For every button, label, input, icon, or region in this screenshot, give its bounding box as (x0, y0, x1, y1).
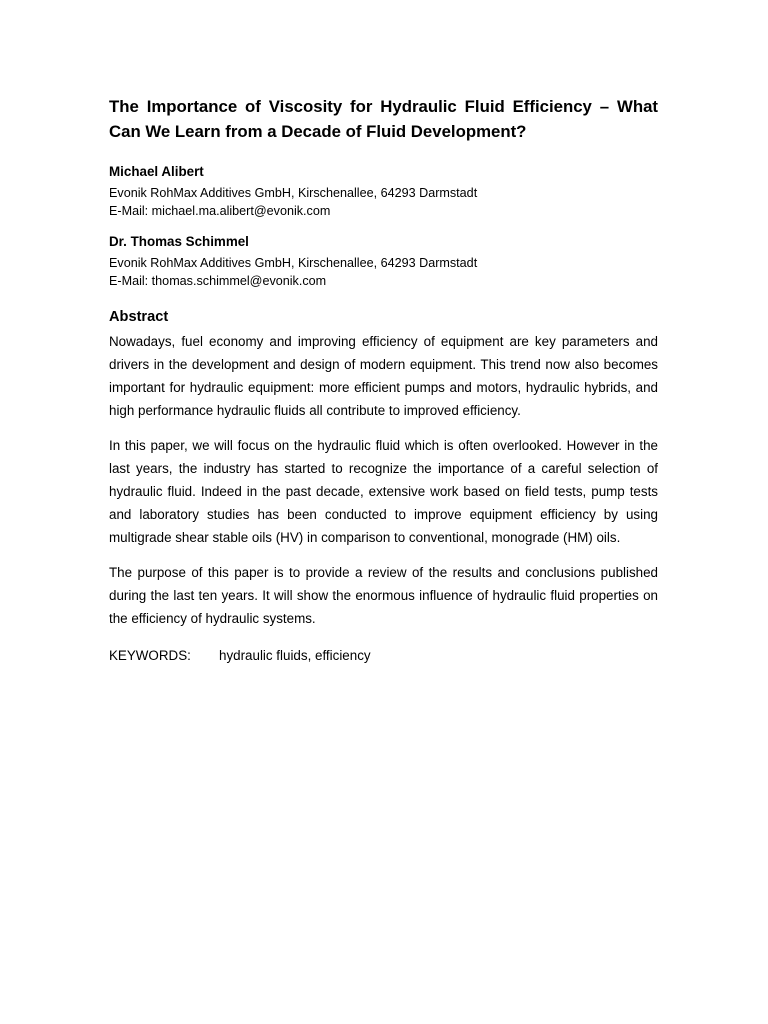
abstract-paragraph: Nowadays, fuel economy and improving efficiency of equipment are key parameters and drivers in the development and design of modern equipment. This trend now also becomes important for hydraulic equipment: more efficient pumps and motors, hydraulic hybrids, and high performance hydraulic fluids all contribute to improved efficiency. (109, 334, 658, 418)
author-name: Michael Alibert (109, 164, 204, 179)
paper-title: The Importance of Viscosity for Hydraulic Fluid Efficiency – What Can We Learn from a Decade of Fluid Development? (109, 97, 658, 141)
author-block (109, 163, 658, 220)
author-email: E-Mail: thomas.schimmel@evonik.com (109, 273, 327, 288)
author-email: E-Mail: michael.ma.alibert@evonik.com (109, 203, 331, 218)
keywords-line (109, 644, 658, 667)
affiliation-text: Evonik RohMax Additives GmbH, Kirschenallee, 64293 Darmstadt (109, 256, 478, 270)
author-block (109, 233, 658, 290)
author-affiliation (109, 255, 658, 290)
abstract-paragraph: The purpose of this paper is to provide a review of the results and conclusions published during the last ten years. It will show the enormous influence of hydraulic fluid properties on the efficiency of hydraulic systems. (109, 565, 658, 626)
keywords-label: KEYWORDS: (109, 648, 191, 663)
author-name: Dr. Thomas Schimmel (109, 234, 249, 249)
keywords-value: hydraulic fluids, efficiency (219, 648, 371, 663)
affiliation-text: Evonik RohMax Additives GmbH, Kirschenallee, 64293 Darmstadt (109, 186, 478, 200)
abstract-paragraph: In this paper, we will focus on the hydraulic fluid which is often overlooked. However in the last years, the industry has started to recognize the importance of a careful selection of hydraulic fluid. Indeed in the past decade, extensive work based on field tests, pump tests and laboratory studies has been conducted to improve equipment efficiency by using multigrade shear stable oils (HV) in comparison to conventional, monograde (HM) oils. (109, 438, 658, 545)
abstract-heading: Abstract (109, 309, 169, 325)
author-affiliation (109, 185, 658, 220)
paper-page (109, 94, 658, 667)
